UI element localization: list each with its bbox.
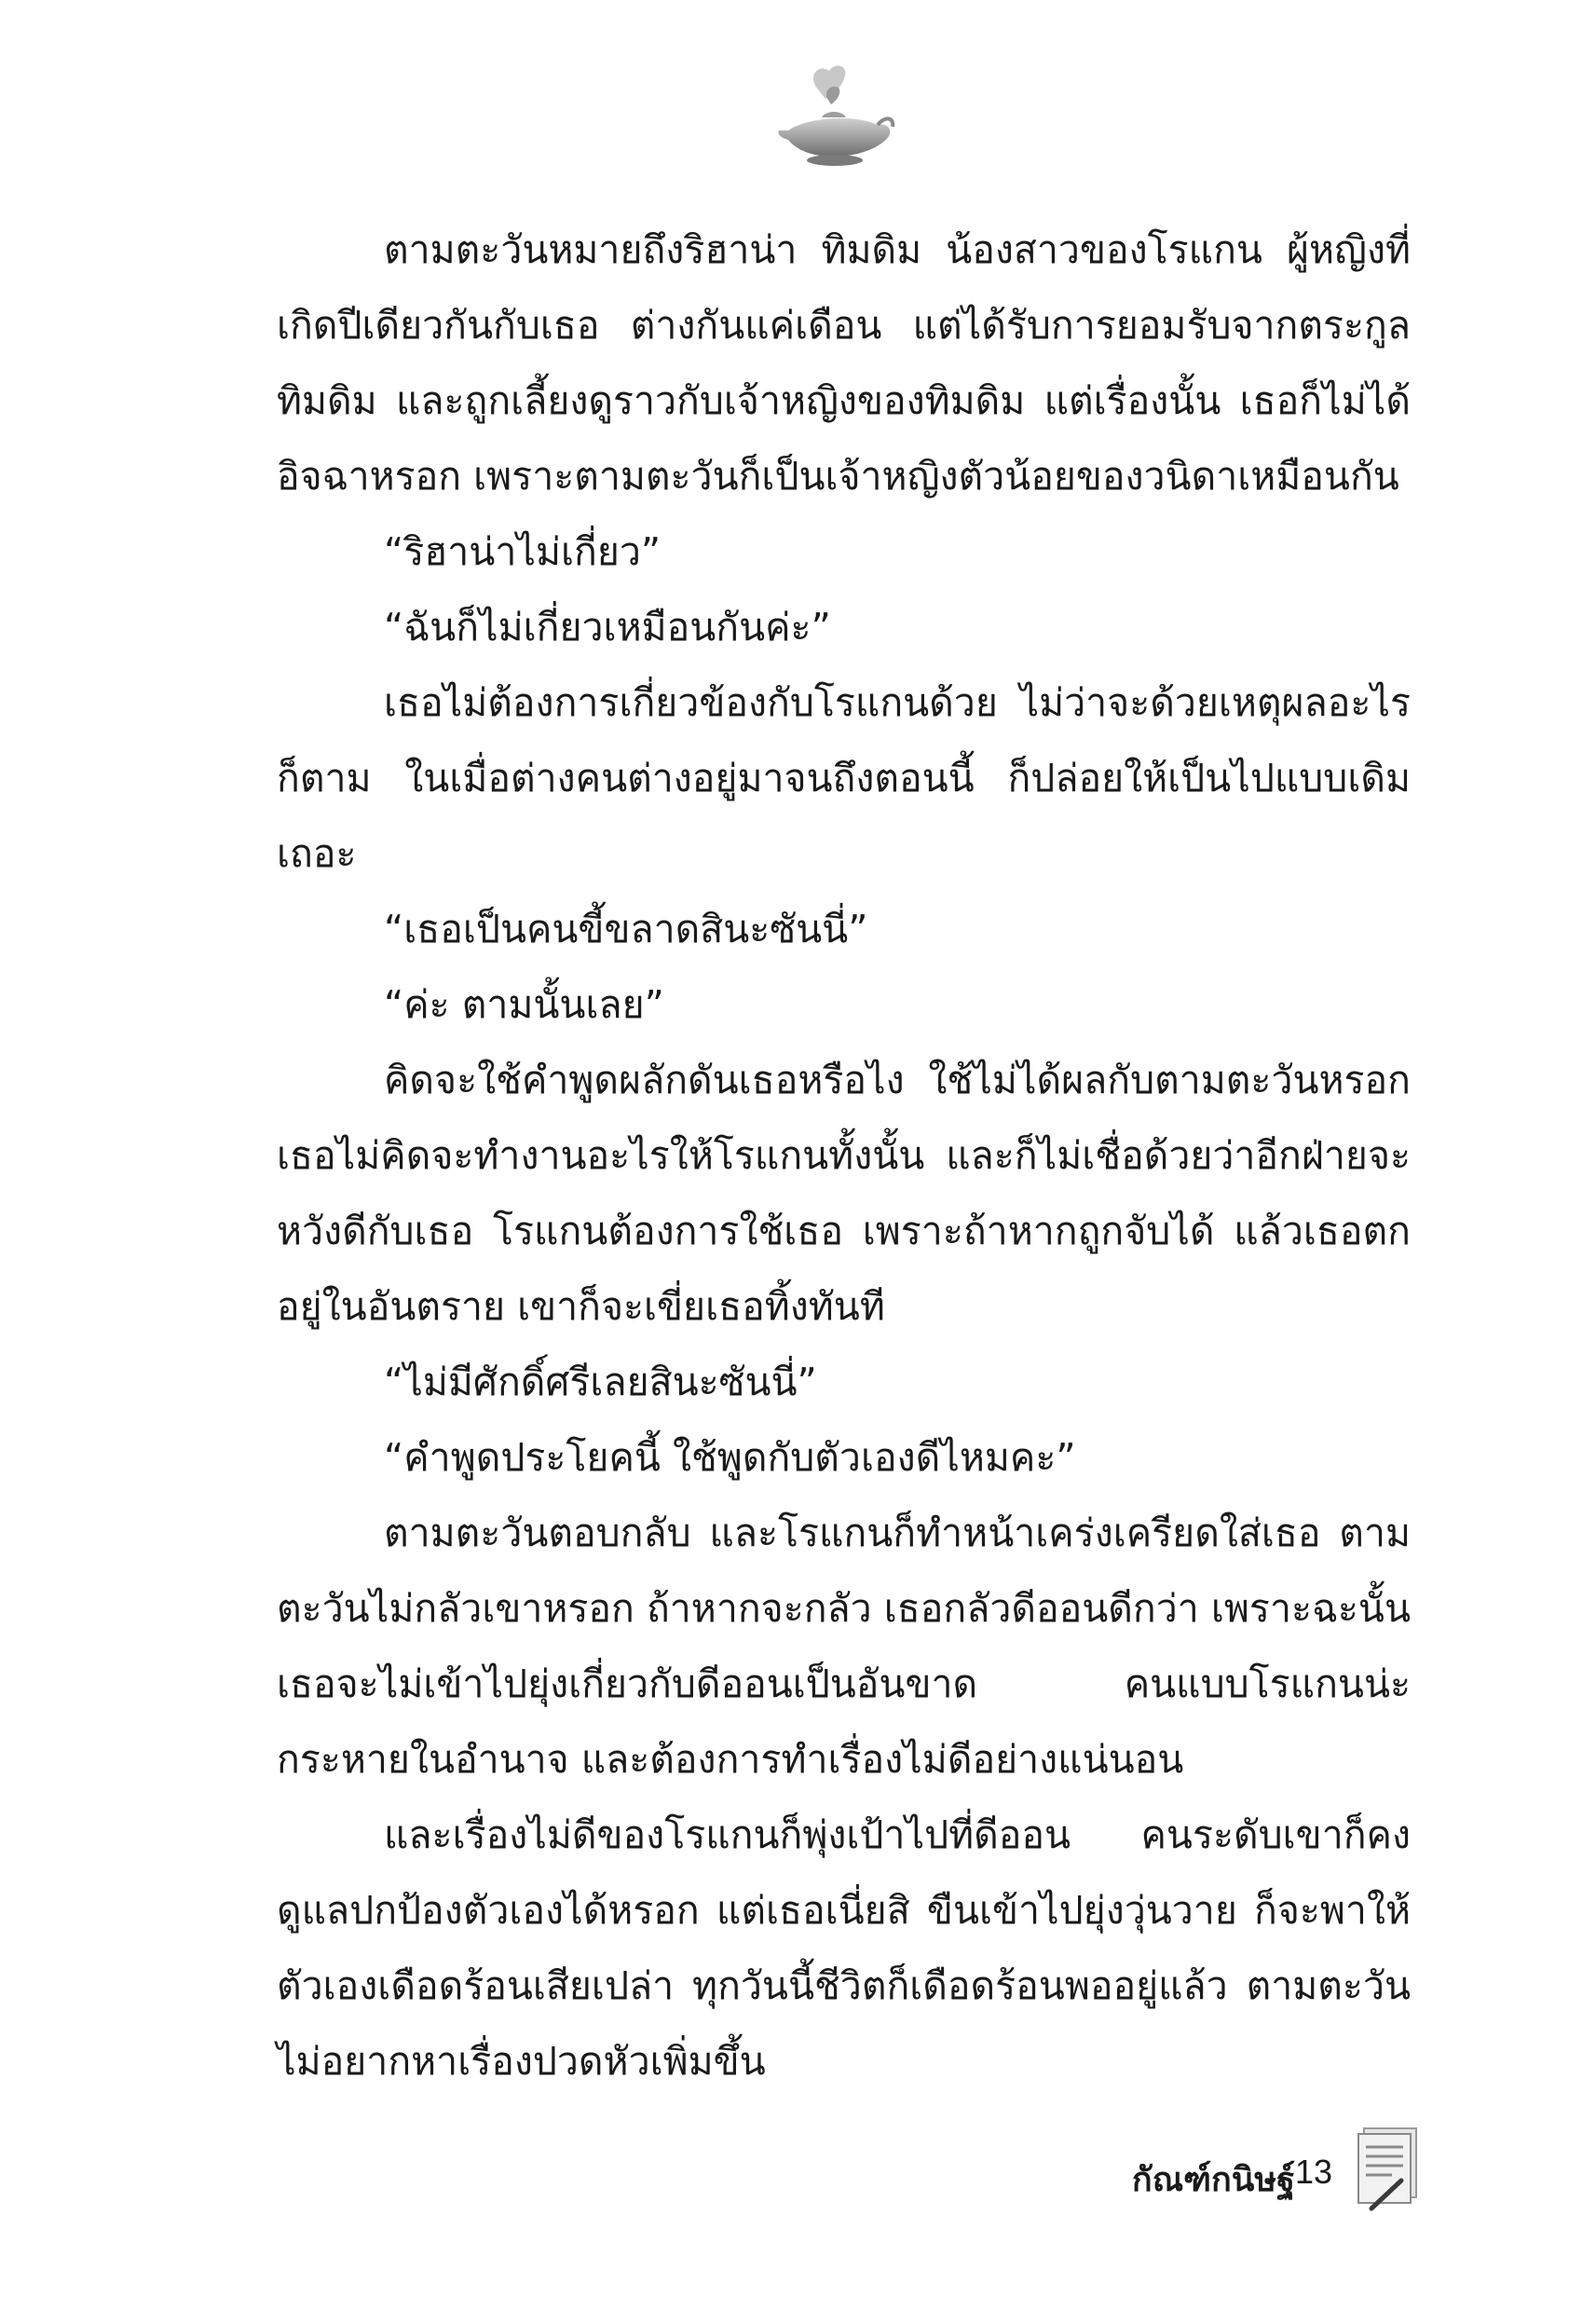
dialogue-line: “ค่ะ ตามนั้นเลย”	[384, 982, 664, 1027]
paragraph: เธอไม่ต้องการเกี่ยวข้องกับโรแกนด้วย ไม่ว่าจะด้วยเหตุผลอะไรก็ตาม ในเมื่อต่างคนต่างอยู่มาจนถึงตอนนี้ ก็ปล่อยให้เป็นไปแบบเดิมเถอะ	[277, 680, 1411, 876]
paragraph: ตามตะวันหมายถึงริฮาน่า ทิมดิม น้องสาวของโรแกน ผู้หญิงที่เกิดปีเดียวกันกับเธอ ต่างกันแค่เดือน แต่ได้รับการยอมรับจากตระกูลทิมดิม และถูกเลี้ยงดูราวกับเจ้าหญิงของทิมดิม แต่เรื่องนั้น เธอก็ไม่ได้อิจฉาหรอก เพราะตามตะวันก็เป็นเจ้าหญิงตัวน้อยของวนิดาเหมือนกัน	[277, 227, 1411, 499]
dialogue-line: “ไม่มีศักดิ์ศรีเลยสินะซันนี่”	[384, 1360, 817, 1404]
dialogue-line: “เธอเป็นคนขี้ขลาดสินะซันนี่”	[384, 907, 868, 951]
paragraph: ตามตะวันตอบกลับ และโรแกนก็ทำหน้าเคร่งเครียดใส่เธอ ตามตะวันไม่กลัวเขาหรอก ถ้าหากจะกลัว เธอกลัวดีออนดีกว่า เพราะฉะนั้น เธอจะไม่เข้าไปยุ่งเกี่ยวกับดีออนเป็นอันขาด คนแบบโรแกนน่ะ กระหายในอำนาจ และต้องการทำเรื่องไม่ดีอย่างแน่นอน	[277, 1511, 1411, 1782]
dialogue-line: “ฉันก็ไม่เกี่ยวเหมือนกันค่ะ”	[384, 605, 831, 650]
paragraph: และเรื่องไม่ดีของโรแกนก็พุ่งเป้าไปที่ดีออน คนระดับเขาก็คงดูแลปกป้องตัวเองได้หรอก แต่เธอเนี่ยสิ ขืนเข้าไปยุ่งวุ่นวาย ก็จะพาให้ตัวเองเดือดร้อนเสียเปล่า ทุกวันนี้ชีวิตก็เดือดร้อนพออยู่แล้ว ตามตะวันไม่อยากหาเรื่องปวดหัวเพิ่มขึ้น	[277, 1812, 1411, 2084]
story-body	[277, 212, 1411, 2099]
book-title: กัณฑ์กนิษฐ์	[1131, 2161, 1295, 2199]
page-number: 13	[1294, 2153, 1332, 2191]
genie-lamp-ornament-icon	[770, 56, 900, 168]
page-footer	[1118, 2123, 1425, 2225]
paragraph: คิดจะใช้คำพูดผลักดันเธอหรือไง ใช้ไม่ได้ผลกับตามตะวันหรอก เธอไม่คิดจะทำงานอะไรให้โรแกนทั้งนั้น และก็ไม่เชื่อด้วยว่าอีกฝ่ายจะหวังดีกับเธอ โรแกนต้องการใช้เธอ เพราะถ้าหากถูกจับได้ แล้วเธอตกอยู่ในอันตราย เขาก็จะเขี่ยเธอทิ้งทันที	[277, 1058, 1411, 1329]
document-pen-icon	[1351, 2123, 1425, 2216]
dialogue-line: “คำพูดประโยคนี้ ใช้พูดกับตัวเองดีไหมคะ”	[384, 1435, 1076, 1480]
dialogue-line: “ริฮาน่าไม่เกี่ยว”	[384, 529, 662, 574]
